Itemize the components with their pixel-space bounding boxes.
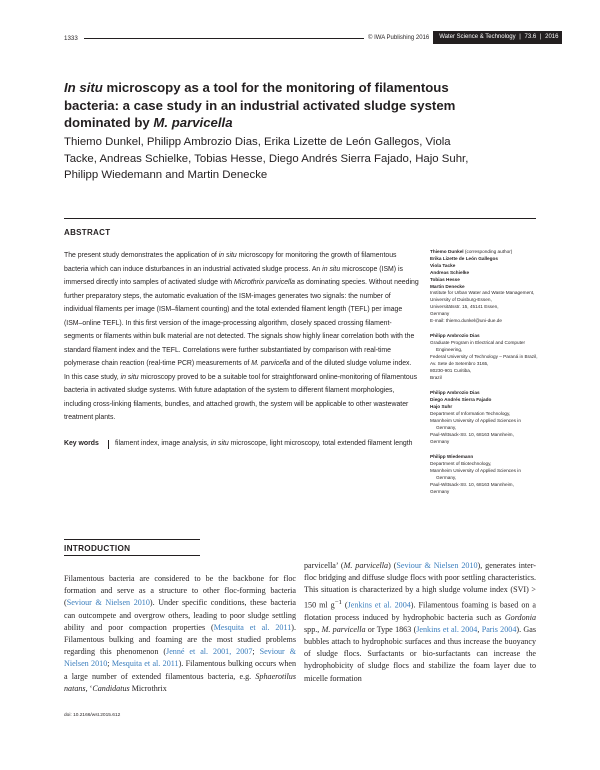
citation-link[interactable]: Seviour & Nielsen 2010: [396, 561, 478, 570]
intro-column-right: parvicella’ (M. parvicella) (Seviour & Nielsen 2010), generates inter-floc bridging and diffuse sludge flocs with poor settling characteristics. This situation is characterized by a high sludge volume index (SVI) > 150 ml $g^{-1}$ (Jenkins et al. 2004). Filamentous foaming is based on a flotation process induced by hydrophobic bacteria such as Gordonia spp., M. parvicella or Type 1863 (Jenkins et al. 2004, Paris 2004). Gas bubbles attach to hydrophobic surfaces and thus increase the buoyancy of sludge flocs. Surfactants or bio-surfactants can increase the hydrophobicity of sludge flocs and stabilize the foam layer due to micelle formation: [304, 561, 537, 683]
abstract-heading: ABSTRACT: [64, 228, 111, 237]
title-main: microscopy as a tool for the monitoring of filamentous bacteria: a case study in an industrial activated sludge system dominated by: [64, 80, 456, 131]
journal-year: 2016: [545, 34, 559, 40]
intro-rule-bottom: [64, 555, 200, 556]
journal-bar: Water Science & Technology | 73.6 | 2016: [433, 31, 562, 44]
citation-link[interactable]: Paris 2004: [481, 624, 517, 634]
corresponding-email: E-mail: thiemo.dunkel@uni-due.de: [430, 318, 502, 324]
article-title: [64, 79, 484, 132]
doi: doi: 10.2166/wst.2015.612: [64, 713, 121, 718]
affiliation-block: Philipp Wiedemann Department of Biotechnology, Mannheim University of Applied Sciences in Germany, Paul-Wittsack-Str. 10, 68163 Mannheim, Germany: [430, 454, 521, 494]
running-header: [368, 31, 559, 44]
citation-link[interactable]: Mesquita et al. 2011: [111, 659, 179, 669]
affiliation-block: Philipp Ambrozio Dias Diego Andrés Sierra Fajado Hajo Suhr Department of Information Technology, Mannheim University of Applied Sciences in Germany, Paul-Wittsack-Str. 10, 68163 Mannheim, Germany: [430, 390, 521, 444]
abstract-body: The present study demonstrates the application of in situ microscopy for monitoring the growth of filamentous bacteria which can induce disturbances in an industrial activated sludge process. An in situ microscope (ISM) is immersed directly into samples of activated sludge with Microthrix parvicella as dominating species. Without needing further preparatory steps, the automatic evaluation of the ISM-images generates two signals: the number of individual filaments per image (ISM–filament counting) and the total extended filament length (TEFL) per image (ISM–online TEFL). In this first version of the image-processing algorithm, closely spaced crossing filament-segments or filaments within bulk material are not detected. The signals show highly linear correlation both with the standard filament index and the TEFL. Correlations were further substantiated by comparison with real-time polymerase chain reaction (real-time PCR) measurements of M. parvicella and of the diluted sludge volume index. In this case study, in situ microscopy proved to be a suitable tool for straightforward online-monitoring of filamentous bacteria in activated sludge systems. With future adaptation of the system to different filament morphologies, including cross-linking filaments, bundles, and attached growth, the system will be applicable to other wastewater treatment plants.: [64, 252, 419, 421]
citation-link[interactable]: Mesquita et al. 2011: [213, 622, 292, 632]
copyright-notice: © IWA Publishing 2016: [368, 34, 430, 41]
citation-link[interactable]: Jenkins et al. 2004: [347, 600, 411, 610]
intro-column-left: Filamentous bacteria are considered to be the backbone for floc formation and serve as a structure to other floc-forming bacteria (Seviour & Nielsen 2010). Under specific conditions, these bacteria can outcompete and overgrow others, leading to poor sludge settling ability and poor compaction properties (Mesquita et al. 2011). Filamentous bulking and foaming are the most studied problems regarding this phenomenon (Jenné et al. 2001, 2007; Seviour & Nielsen 2010; Mesquita et al. 2011). Filamentous bulking occurs when a large number of extended filamentous bacteria, e.g. Sphaerotilus natans, ‘Candidatus Microthrix: [64, 574, 297, 693]
author-list: Thiemo Dunkel, Philipp Ambrozio Dias, Erika Lizette de León Gallegos, Viola Tacke, Andreas Schielke, Tobias Hesse, Diego Andrés Sierra Fajado, Hajo Suhr, Philipp Wiedemann and Martin Denecke: [64, 136, 469, 181]
header-rule: [84, 38, 364, 39]
citation-link[interactable]: Seviour & Nielsen 2010: [64, 647, 296, 669]
introduction-heading: INTRODUCTION: [64, 544, 131, 553]
affiliation-block: Thiemo Dunkel (corresponding author) Erika Lizette de León Gallegos Viola Tacke Andreas Schielke Tobias Hesse Martin Denecke Institute for Urban Water and Waste Management, University of Duisburg-Essen, Universitätsstr. 15, 45141 Essen, Germany E-mail: thiemo.dunkel@uni-due.de: [430, 249, 550, 325]
title-italic-lead: In situ: [64, 80, 103, 95]
citation-link[interactable]: Jenné et al. 2001, 2007: [166, 647, 253, 657]
citation-link[interactable]: Jenkins et al. 2004: [416, 624, 478, 634]
citation-link[interactable]: Seviour & Nielsen 2010: [66, 598, 150, 608]
volume-issue: 73.6: [524, 34, 537, 40]
abstract-rule: [64, 218, 536, 219]
journal-name: Water Science & Technology: [439, 34, 516, 40]
affiliation-block: Philipp Ambrozio Dias Graduate Program in Electrical and Computer Engineering, Federal University of Technology – Paraná in Brazil, Av. Sete de Setembro 3165, 80230-901 Curitiba, Brazil: [430, 333, 538, 380]
keywords-label: Key words: [64, 440, 99, 447]
keywords-list: filament index, image analysis, in situ microscope, light microscopy, total extended filament length: [115, 440, 413, 447]
intro-rule-top: [64, 539, 200, 540]
title-italic-tail: M. parvicella: [153, 115, 233, 131]
keywords: [64, 438, 419, 451]
affiliations: [430, 249, 550, 504]
page-number: 1333: [64, 35, 78, 42]
keywords-divider: [108, 440, 109, 449]
